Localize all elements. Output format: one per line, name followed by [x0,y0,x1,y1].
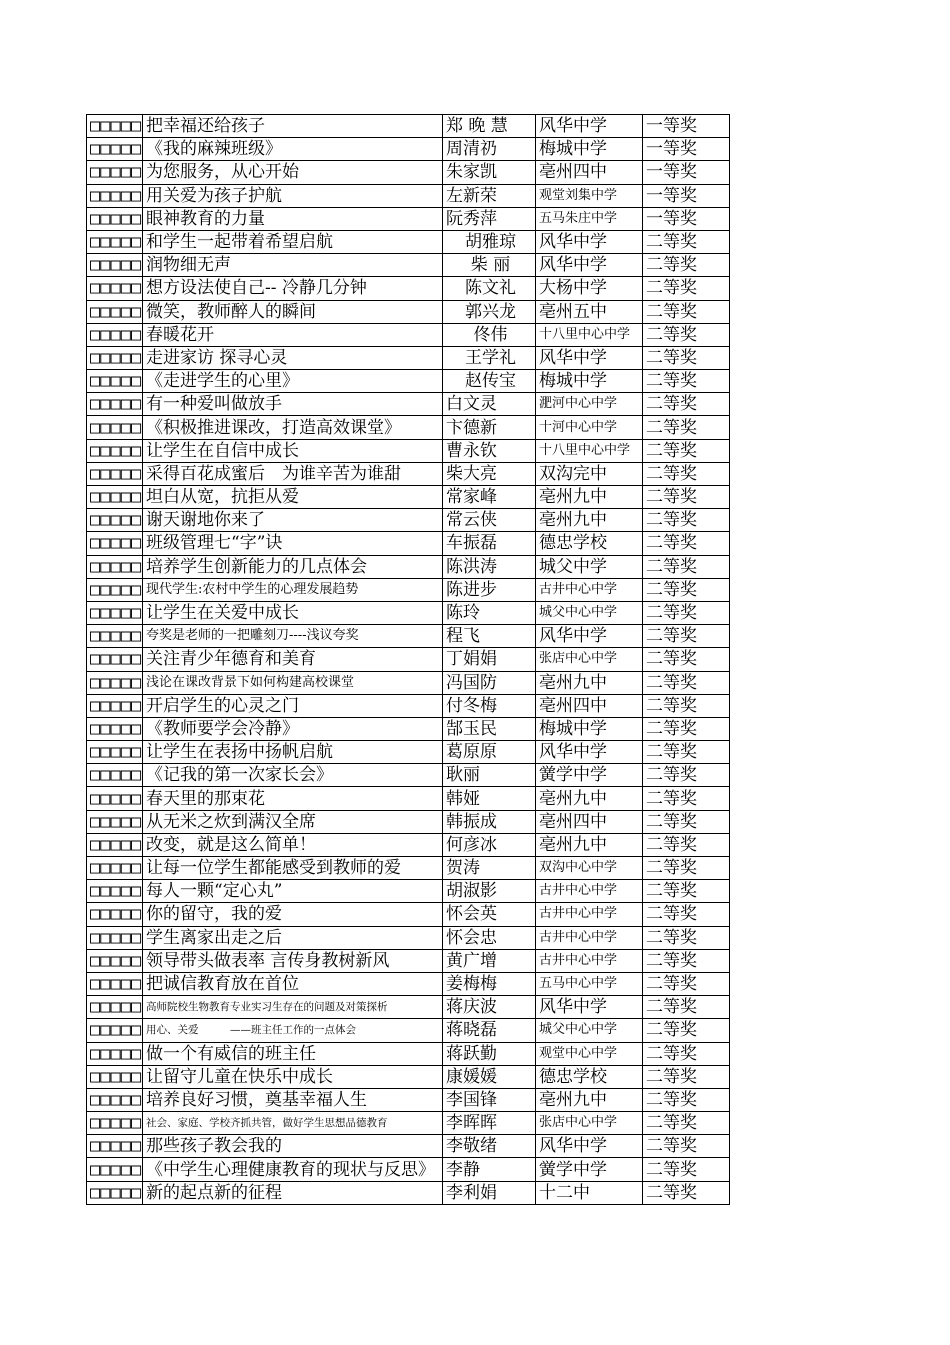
title-cell: 学生离家出走之后 [143,926,443,949]
title-cell: 培养学生创新能力的几点体会 [143,555,443,578]
row-index-cell: □□□□□ [87,207,143,230]
school-cell: 观堂刘集中学 [536,184,643,207]
table-row [87,671,730,694]
school-cell: 张店中心中学 [536,648,643,671]
table-row [87,115,730,138]
table-row [87,764,730,787]
award-cell: 二等奖 [643,1181,730,1204]
award-cell: 二等奖 [643,1135,730,1158]
award-cell: 二等奖 [643,926,730,949]
row-index-cell: □□□□□ [87,346,143,369]
row-index-cell: □□□□□ [87,393,143,416]
author-cell: 郑 晚 慧 [443,115,536,138]
row-index-cell: □□□□□ [87,625,143,648]
table-row [87,207,730,230]
table-row [87,625,730,648]
school-cell: 风华中学 [536,346,643,369]
table-row [87,230,730,253]
school-cell: 风华中学 [536,115,643,138]
award-cell: 二等奖 [643,880,730,903]
table-row [87,694,730,717]
table-row [87,903,730,926]
author-cell: 陈玲 [443,601,536,624]
author-cell: 李国锋 [443,1088,536,1111]
award-cell: 一等奖 [643,161,730,184]
row-index-cell: □□□□□ [87,764,143,787]
table-row [87,1112,730,1135]
row-index-cell: □□□□□ [87,254,143,277]
row-index-cell: □□□□□ [87,532,143,555]
row-index-cell: □□□□□ [87,509,143,532]
award-cell: 二等奖 [643,810,730,833]
table-row [87,1019,730,1042]
row-index-cell: □□□□□ [87,1158,143,1181]
author-cell: 周清礽 [443,138,536,161]
table-row [87,1181,730,1204]
title-cell: 把诚信教育放在首位 [143,972,443,995]
award-cell: 二等奖 [643,486,730,509]
title-cell: 你的留守，我的爱 [143,903,443,926]
school-cell: 古井中心中学 [536,949,643,972]
title-cell: 从无米之炊到满汉全席 [143,810,443,833]
school-cell: 十八里中心中学 [536,323,643,346]
row-index-cell: □□□□□ [87,949,143,972]
author-cell: 佟伟 [443,323,536,346]
author-cell: 蒋庆波 [443,996,536,1019]
title-cell: 《走进学生的心里》 [143,370,443,393]
school-cell: 亳州九中 [536,787,643,810]
row-index-cell: □□□□□ [87,903,143,926]
author-cell: 柴 丽 [443,254,536,277]
title-cell: 每人一颗“定心丸” [143,880,443,903]
title-cell: 让学生在表扬中扬帆启航 [143,741,443,764]
row-index-cell: □□□□□ [87,1181,143,1204]
award-cell: 二等奖 [643,787,730,810]
school-cell: 城父中心中学 [536,601,643,624]
award-cell: 二等奖 [643,1112,730,1135]
author-cell: 柴大亮 [443,462,536,485]
title-cell: 让留守儿童在快乐中成长 [143,1065,443,1088]
award-cell: 二等奖 [643,578,730,601]
school-cell: 十二中 [536,1181,643,1204]
award-cell: 一等奖 [643,115,730,138]
row-index-cell: □□□□□ [87,717,143,740]
title-cell: 关注青少年德育和美育 [143,648,443,671]
school-cell: 城父中学 [536,555,643,578]
title-cell: 想方设法使自己-- 冷静几分钟 [143,277,443,300]
table-row [87,555,730,578]
author-cell: 胡雅琼 [443,230,536,253]
table-row [87,949,730,972]
award-cell: 二等奖 [643,1158,730,1181]
school-cell: 亳州九中 [536,1088,643,1111]
row-index-cell: □□□□□ [87,810,143,833]
author-cell: 蒋晓磊 [443,1019,536,1042]
row-index-cell: □□□□□ [87,833,143,856]
school-cell: 梅城中学 [536,370,643,393]
row-index-cell: □□□□□ [87,439,143,462]
row-index-cell: □□□□□ [87,671,143,694]
row-index-cell: □□□□□ [87,161,143,184]
title-cell: 《我的麻辣班级》 [143,138,443,161]
row-index-cell: □□□□□ [87,1042,143,1065]
author-cell: 李敬绪 [443,1135,536,1158]
table-row [87,972,730,995]
row-index-cell: □□□□□ [87,694,143,717]
author-cell: 耿丽 [443,764,536,787]
title-cell: 采得百花成蜜后 为谁辛苦为谁甜 [143,462,443,485]
title-cell: 社会、家庭、学校齐抓共管，做好学生思想品德教育 [143,1112,443,1135]
award-cell: 二等奖 [643,764,730,787]
row-index-cell: □□□□□ [87,880,143,903]
table-row [87,462,730,485]
school-cell: 风华中学 [536,254,643,277]
award-cell: 二等奖 [643,555,730,578]
row-index-cell: □□□□□ [87,184,143,207]
award-cell: 二等奖 [643,416,730,439]
award-cell: 二等奖 [643,694,730,717]
school-cell: 观堂中心中学 [536,1042,643,1065]
title-cell: 用关爱为孩子护航 [143,184,443,207]
table-row [87,741,730,764]
award-cell: 二等奖 [643,625,730,648]
author-cell: 王学礼 [443,346,536,369]
row-index-cell: □□□□□ [87,486,143,509]
award-cell: 二等奖 [643,648,730,671]
row-index-cell: □□□□□ [87,1112,143,1135]
title-cell: 春暖花开 [143,323,443,346]
table-row [87,787,730,810]
author-cell: 韩振成 [443,810,536,833]
school-cell: 双沟中心中学 [536,857,643,880]
award-cell: 二等奖 [643,903,730,926]
row-index-cell: □□□□□ [87,741,143,764]
school-cell: 梅城中学 [536,717,643,740]
author-cell: 怀会英 [443,903,536,926]
title-cell: 让学生在关爱中成长 [143,601,443,624]
school-cell: 亳州九中 [536,509,643,532]
row-index-cell: □□□□□ [87,1088,143,1111]
school-cell: 德忠学校 [536,532,643,555]
school-cell: 亳州四中 [536,694,643,717]
table-row [87,926,730,949]
row-index-cell: □□□□□ [87,277,143,300]
award-cell: 二等奖 [643,949,730,972]
title-cell: 《中学生心理健康教育的现状与反思》 [143,1158,443,1181]
award-cell: 二等奖 [643,230,730,253]
title-cell: 和学生一起带着希望启航 [143,230,443,253]
title-cell: 《积极推进课改，打造高效课堂》 [143,416,443,439]
school-cell: 风华中学 [536,1135,643,1158]
award-cell: 二等奖 [643,857,730,880]
award-cell: 二等奖 [643,393,730,416]
school-cell: 梅城中学 [536,138,643,161]
title-cell: 用心、关爱 ——班主任工作的一点体会 [143,1019,443,1042]
table-row [87,996,730,1019]
award-cell: 二等奖 [643,601,730,624]
award-cell: 二等奖 [643,741,730,764]
table-row [87,717,730,740]
school-cell: 亳州九中 [536,671,643,694]
award-cell: 二等奖 [643,462,730,485]
author-cell: 韩娅 [443,787,536,810]
row-index-cell: □□□□□ [87,1135,143,1158]
table-row [87,370,730,393]
school-cell: 五马中心中学 [536,972,643,995]
award-cell: 二等奖 [643,532,730,555]
title-cell: 让学生在自信中成长 [143,439,443,462]
school-cell: 亳州九中 [536,833,643,856]
author-cell: 赵传宝 [443,370,536,393]
title-cell: 眼神教育的力量 [143,207,443,230]
title-cell: 新的起点新的征程 [143,1181,443,1204]
author-cell: 康媛媛 [443,1065,536,1088]
school-cell: 双沟完中 [536,462,643,485]
title-cell: 《教师要学会冷静》 [143,717,443,740]
award-cell: 二等奖 [643,996,730,1019]
author-cell: 李利娟 [443,1181,536,1204]
row-index-cell: □□□□□ [87,1065,143,1088]
school-cell: 亳州四中 [536,810,643,833]
table-row [87,277,730,300]
table-row [87,648,730,671]
award-cell: 二等奖 [643,439,730,462]
school-cell: 古井中心中学 [536,903,643,926]
school-cell: 张店中心中学 [536,1112,643,1135]
row-index-cell: □□□□□ [87,578,143,601]
award-table-body [87,115,730,1205]
author-cell: 白文灵 [443,393,536,416]
title-cell: 坦白从宽，抗拒从爱 [143,486,443,509]
title-cell: 春天里的那束花 [143,787,443,810]
row-index-cell: □□□□□ [87,996,143,1019]
author-cell: 贺涛 [443,857,536,880]
school-cell: 古井中心中学 [536,926,643,949]
table-row [87,857,730,880]
author-cell: 李晖晖 [443,1112,536,1135]
award-cell: 二等奖 [643,277,730,300]
award-cell: 二等奖 [643,833,730,856]
award-table [86,114,730,1205]
award-cell: 二等奖 [643,300,730,323]
award-cell: 二等奖 [643,671,730,694]
title-cell: 为您服务，从心开始 [143,161,443,184]
title-cell: 改变，就是这么简单！ [143,833,443,856]
school-cell: 大杨中学 [536,277,643,300]
title-cell: 领导带头做表率 言传身教树新风 [143,949,443,972]
award-cell: 二等奖 [643,1065,730,1088]
row-index-cell: □□□□□ [87,462,143,485]
table-row [87,393,730,416]
row-index-cell: □□□□□ [87,648,143,671]
award-cell: 二等奖 [643,717,730,740]
table-row [87,509,730,532]
school-cell: 风华中学 [536,625,643,648]
school-cell: 十河中心中学 [536,416,643,439]
school-cell: 古井中心中学 [536,880,643,903]
author-cell: 丁娟娟 [443,648,536,671]
row-index-cell: □□□□□ [87,555,143,578]
row-index-cell: □□□□□ [87,601,143,624]
award-cell: 二等奖 [643,323,730,346]
row-index-cell: □□□□□ [87,416,143,439]
table-row [87,1158,730,1181]
author-cell: 郜玉民 [443,717,536,740]
title-cell: 夸奖是老师的一把雕刻刀----浅议夸奖 [143,625,443,648]
school-cell: 亳州九中 [536,486,643,509]
row-index-cell: □□□□□ [87,972,143,995]
table-row [87,416,730,439]
row-index-cell: □□□□□ [87,138,143,161]
school-cell: 黉学中学 [536,1158,643,1181]
award-cell: 二等奖 [643,370,730,393]
award-cell: 一等奖 [643,184,730,207]
row-index-cell: □□□□□ [87,323,143,346]
row-index-cell: □□□□□ [87,115,143,138]
row-index-cell: □□□□□ [87,787,143,810]
table-row [87,439,730,462]
author-cell: 朱家凯 [443,161,536,184]
table-row [87,1088,730,1111]
title-cell: 高师院校生物教育专业实习生存在的问题及对策探析 [143,996,443,1019]
author-cell: 姜梅梅 [443,972,536,995]
table-row [87,810,730,833]
table-row [87,1065,730,1088]
school-cell: 淝河中心中学 [536,393,643,416]
title-cell: 微笑，教师醉人的瞬间 [143,300,443,323]
author-cell: 何彦冰 [443,833,536,856]
school-cell: 古井中心中学 [536,578,643,601]
title-cell: 做一个有威信的班主任 [143,1042,443,1065]
school-cell: 城父中心中学 [536,1019,643,1042]
author-cell: 郭兴龙 [443,300,536,323]
author-cell: 车振磊 [443,532,536,555]
table-row [87,833,730,856]
author-cell: 左新荣 [443,184,536,207]
author-cell: 曹永钦 [443,439,536,462]
title-cell: 开启学生的心灵之门 [143,694,443,717]
title-cell: 有一种爱叫做放手 [143,393,443,416]
row-index-cell: □□□□□ [87,1019,143,1042]
author-cell: 怀会忠 [443,926,536,949]
title-cell: 谢天谢地你来了 [143,509,443,532]
table-row [87,300,730,323]
author-cell: 付冬梅 [443,694,536,717]
author-cell: 陈洪涛 [443,555,536,578]
table-row [87,601,730,624]
award-cell: 二等奖 [643,972,730,995]
author-cell: 程飞 [443,625,536,648]
title-cell: 班级管理七“字”诀 [143,532,443,555]
author-cell: 葛原原 [443,741,536,764]
table-row [87,1042,730,1065]
school-cell: 十八里中心中学 [536,439,643,462]
row-index-cell: □□□□□ [87,300,143,323]
school-cell: 德忠学校 [536,1065,643,1088]
author-cell: 常家峰 [443,486,536,509]
table-row [87,1135,730,1158]
award-cell: 二等奖 [643,346,730,369]
row-index-cell: □□□□□ [87,230,143,253]
author-cell: 陈进步 [443,578,536,601]
table-row [87,578,730,601]
title-cell: 现代学生:农村中学生的心理发展趋势 [143,578,443,601]
award-cell: 二等奖 [643,1042,730,1065]
title-cell: 培养良好习惯，奠基幸福人生 [143,1088,443,1111]
author-cell: 黄广增 [443,949,536,972]
title-cell: 润物细无声 [143,254,443,277]
award-cell: 一等奖 [643,138,730,161]
author-cell: 阮秀萍 [443,207,536,230]
award-cell: 一等奖 [643,207,730,230]
school-cell: 亳州四中 [536,161,643,184]
school-cell: 风华中学 [536,741,643,764]
author-cell: 胡淑影 [443,880,536,903]
author-cell: 卞德新 [443,416,536,439]
author-cell: 常云侠 [443,509,536,532]
table-row [87,486,730,509]
title-cell: 浅论在课改背景下如何构建高校课堂 [143,671,443,694]
title-cell: 走进家访 探寻心灵 [143,346,443,369]
table-row [87,138,730,161]
school-cell: 黉学中学 [536,764,643,787]
table-row [87,346,730,369]
table-row [87,161,730,184]
title-cell: 把幸福还给孩子 [143,115,443,138]
school-cell: 风华中学 [536,230,643,253]
author-cell: 冯国防 [443,671,536,694]
title-cell: 那些孩子教会我的 [143,1135,443,1158]
table-row [87,323,730,346]
table-row [87,254,730,277]
table-row [87,532,730,555]
school-cell: 风华中学 [536,996,643,1019]
title-cell: 让每一位学生都能感受到教师的爱 [143,857,443,880]
row-index-cell: □□□□□ [87,926,143,949]
school-cell: 五马朱庄中学 [536,207,643,230]
award-cell: 二等奖 [643,1019,730,1042]
author-cell: 陈文礼 [443,277,536,300]
table-row [87,880,730,903]
row-index-cell: □□□□□ [87,370,143,393]
author-cell: 李静 [443,1158,536,1181]
award-cell: 二等奖 [643,1088,730,1111]
title-cell: 《记我的第一次家长会》 [143,764,443,787]
author-cell: 蒋跃勤 [443,1042,536,1065]
table-row [87,184,730,207]
school-cell: 亳州五中 [536,300,643,323]
row-index-cell: □□□□□ [87,857,143,880]
award-cell: 二等奖 [643,509,730,532]
award-cell: 二等奖 [643,254,730,277]
